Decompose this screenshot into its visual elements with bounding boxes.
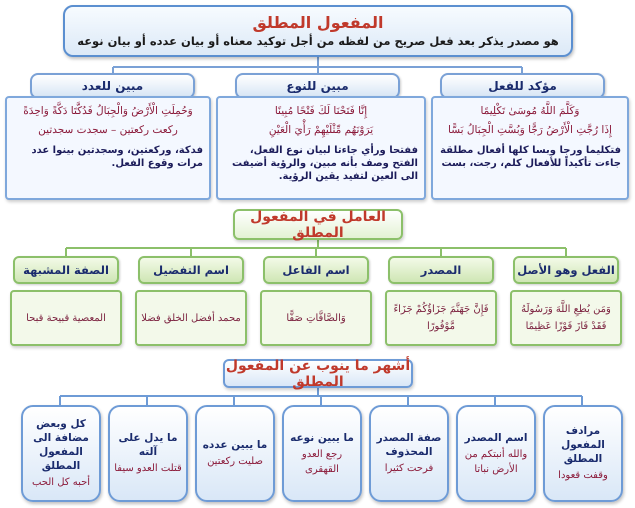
explanation-note: فتكليما ورجا وبسا كلها أفعال مطلقة جاءت تأكيداً للأفعال كلم، رجت، بست <box>440 145 621 169</box>
definition-text: هو مصدر يذكر بعد فعل صريح من لفظه من أجل توكيد معناه أو بيان عدده أو بيان نوعه <box>77 34 559 48</box>
substitute-example: أحبه كل الحب <box>31 477 91 488</box>
type-card-kind <box>216 96 426 200</box>
governor-label: اسم التفضيل <box>138 256 244 284</box>
governor-example: محمد أفضل الخلق فضلا <box>135 290 247 346</box>
main-title: المفعول المطلق <box>252 13 384 32</box>
substitute-title: مرادف المفعول المطلق <box>561 425 605 465</box>
explanation-note: ففتحا ورأي جاءتا لبيان نوع الفعل، الفتح وصف بأنه مبين، والرؤية أضيفت الى العين لتفيد يقين الرؤية. <box>232 145 418 182</box>
type-label-count: مبين للعدد <box>30 73 195 99</box>
governor-example: المعصية قبيحة قبحا <box>10 290 122 346</box>
substitute-example: والله أنبتكم من الأرض نباتا <box>464 448 528 475</box>
substitute-example: صليت ركعتين <box>207 456 263 467</box>
substitute-card <box>282 405 362 502</box>
substitute-title: ما يدل على آلته <box>118 432 178 458</box>
verse: يَرَوْنَهُم مِّثْلَيْهِمْ رَأْيَ الْعَيْنِ <box>268 124 374 136</box>
type-label-kind: مبين للنوع <box>235 73 400 99</box>
verse: وَكَلَّمَ اللَّهُ مُوسَىٰ تَكْلِيمًا <box>480 105 580 117</box>
governor-label: الصفة المشبهة <box>13 256 119 284</box>
substitute-title: ما يبين نوعه <box>290 431 354 444</box>
section-title-substitutes: أشهر ما ينوب عن المفعول المطلق <box>223 359 413 388</box>
substitute-example: فرحت كثيرا <box>384 463 434 474</box>
substitute-title: ما يبين عدده <box>202 439 268 451</box>
substitute-title: كل وبعض مضافة الى المفعول المطلق <box>33 418 89 472</box>
type-label-emphasis: مؤكد للفعل <box>440 73 605 99</box>
governor-label: اسم الفاعل <box>263 256 369 284</box>
governor-example: وَالصَّافَّاتِ صَفًّا <box>260 290 372 346</box>
substitute-card <box>369 405 449 502</box>
substitute-card <box>543 405 623 502</box>
substitute-example: قتلت العدو سيفا <box>114 463 182 474</box>
governor-label: الفعل وهو الأصل <box>513 256 619 284</box>
substitute-card <box>108 405 188 502</box>
governor-label: المصدر <box>388 256 494 284</box>
verse: وَحُمِلَتِ الْأَرْضُ وَالْجِبَالُ فَدُكَّتَا دَكَّةً وَاحِدَةً <box>23 105 193 117</box>
governor-example: وَمَن يُطِعِ اللَّهَ وَرَسُولَهُ فَقَدْ فَازَ فَوْزًا عَظِيمًا <box>510 290 622 346</box>
verse: ركعت ركعتين – سجدت سجدتين <box>38 124 178 136</box>
substitute-card <box>456 405 536 502</box>
type-card-count <box>5 96 211 200</box>
type-card-emphasis <box>431 96 629 200</box>
section-title-governor: العامل في المفعول المطلق <box>233 209 403 240</box>
definition-box <box>63 5 573 57</box>
verse: إِذَا رُجَّتِ الْأَرْضُ رَجًّا وَبُسَّتِ الْجِبَالُ بَسًّا <box>448 124 612 136</box>
substitute-title: اسم المصدر <box>464 431 528 444</box>
substitute-card <box>21 405 101 502</box>
substitute-example: وقفت قعودا <box>558 470 608 481</box>
substitute-title: صفة المصدر المحذوف <box>376 432 442 458</box>
governor-example: فَإِنَّ جَهَنَّمَ جَزَاؤُكُمْ جَزَاءً مَّوْفُورًا <box>385 290 497 346</box>
explanation-note: فدكة، وركعتين، وسجدتين بينوا عدد مرات وقوع الفعل. <box>31 145 203 169</box>
substitute-example: رجع العدو القهقرى <box>301 448 343 475</box>
substitute-card <box>195 405 275 502</box>
verse: إِنَّا فَتَحْنَا لَكَ فَتْحًا مُبِينًا <box>274 105 368 117</box>
